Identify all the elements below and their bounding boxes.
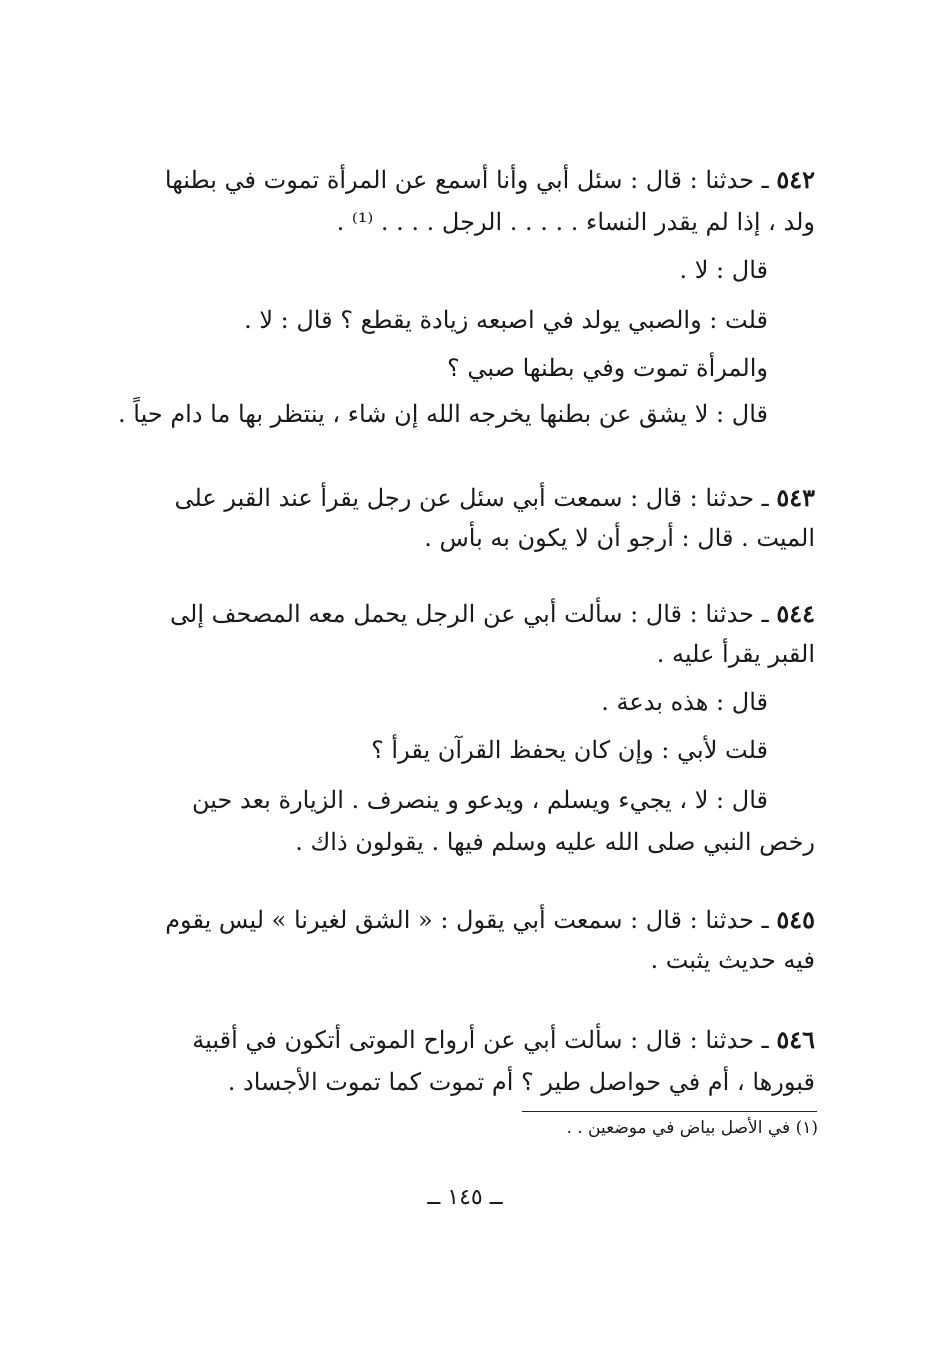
entry-544-line-5: قال : لا ، يجيء ويسلم ، ويدعو و ينصرف . الزيارة بعد حين bbox=[192, 786, 768, 814]
entry-545-line-2: فيه حديث يثبت . bbox=[650, 946, 815, 974]
entry-545-line-1 bbox=[162, 904, 815, 936]
entry-542-line-4: قلت : والصبي يولد في اصبعه زيادة يقطع ؟ قال : لا . bbox=[244, 306, 768, 334]
entry-544-line-6: رخص النبي صلى الله عليه وسلم فيها . يقولون ذاك . bbox=[295, 828, 815, 856]
entry-542-line-5: والمرأة تموت وفي بطنها صبي ؟ bbox=[446, 354, 768, 382]
entry-544-line-3: قال : هذه بدعة . bbox=[601, 688, 768, 716]
footnote-divider bbox=[522, 1111, 817, 1112]
entry-544-line-1 bbox=[162, 598, 815, 630]
entry-number: ٥٤٦ bbox=[776, 1025, 815, 1054]
entry-542-line-2: ولد ، إذا لم يقدر النساء . . . . . الرجل . . . . ⁽¹⁾ . bbox=[336, 208, 815, 236]
footnote: (١) في الأصل بياض في موضعين . . bbox=[566, 1118, 818, 1138]
entry-543-line-2: الميت . قال : أرجو أن لا يكون به بأس . bbox=[424, 524, 815, 552]
entry-number: ٥٤٢ bbox=[776, 165, 815, 194]
page-number: ــ ١٤٥ ــ bbox=[427, 1185, 503, 1210]
entry-546-line-1 bbox=[162, 1024, 815, 1056]
entry-546-line-2: قبورها ، أم في حواصل طير ؟ أم تموت كما تموت الأجساد . bbox=[227, 1068, 815, 1096]
entry-543-line-1 bbox=[162, 482, 815, 514]
entry-text: ـ حدثنا : قال : سمعت أبي سئل عن رجل يقرأ عند القبر على bbox=[174, 484, 769, 512]
entry-text: ـ حدثنا : قال : سمعت أبي يقول : « الشق لغيرنا » ليس يقوم bbox=[165, 906, 769, 934]
entry-text: ـ حدثنا : قال : سئل أبي وأنا أسمع عن المرأة تموت في بطنها bbox=[164, 166, 769, 194]
entry-text: ـ حدثنا : قال : سألت أبي عن الرجل يحمل معه المصحف إلى bbox=[170, 600, 769, 628]
entry-542-line-6: قال : لا يشق عن بطنها يخرجه الله إن شاء ، ينتظر بها ما دام حياً . bbox=[118, 400, 768, 428]
entry-542-line-1 bbox=[162, 164, 815, 196]
entry-number: ٥٤٥ bbox=[776, 905, 815, 934]
entry-542-line-3: قال : لا . bbox=[679, 256, 768, 284]
entry-text: ـ حدثنا : قال : سألت أبي عن أرواح الموتى أتكون في أقبية bbox=[192, 1026, 769, 1054]
entry-544-line-2: القبر يقرأ عليه . bbox=[656, 640, 815, 668]
entry-number: ٥٤٤ bbox=[776, 599, 815, 628]
entry-544-line-4: قلت لأبي : وإن كان يحفظ القرآن يقرأ ؟ bbox=[371, 736, 768, 764]
entry-number: ٥٤٣ bbox=[776, 483, 815, 512]
